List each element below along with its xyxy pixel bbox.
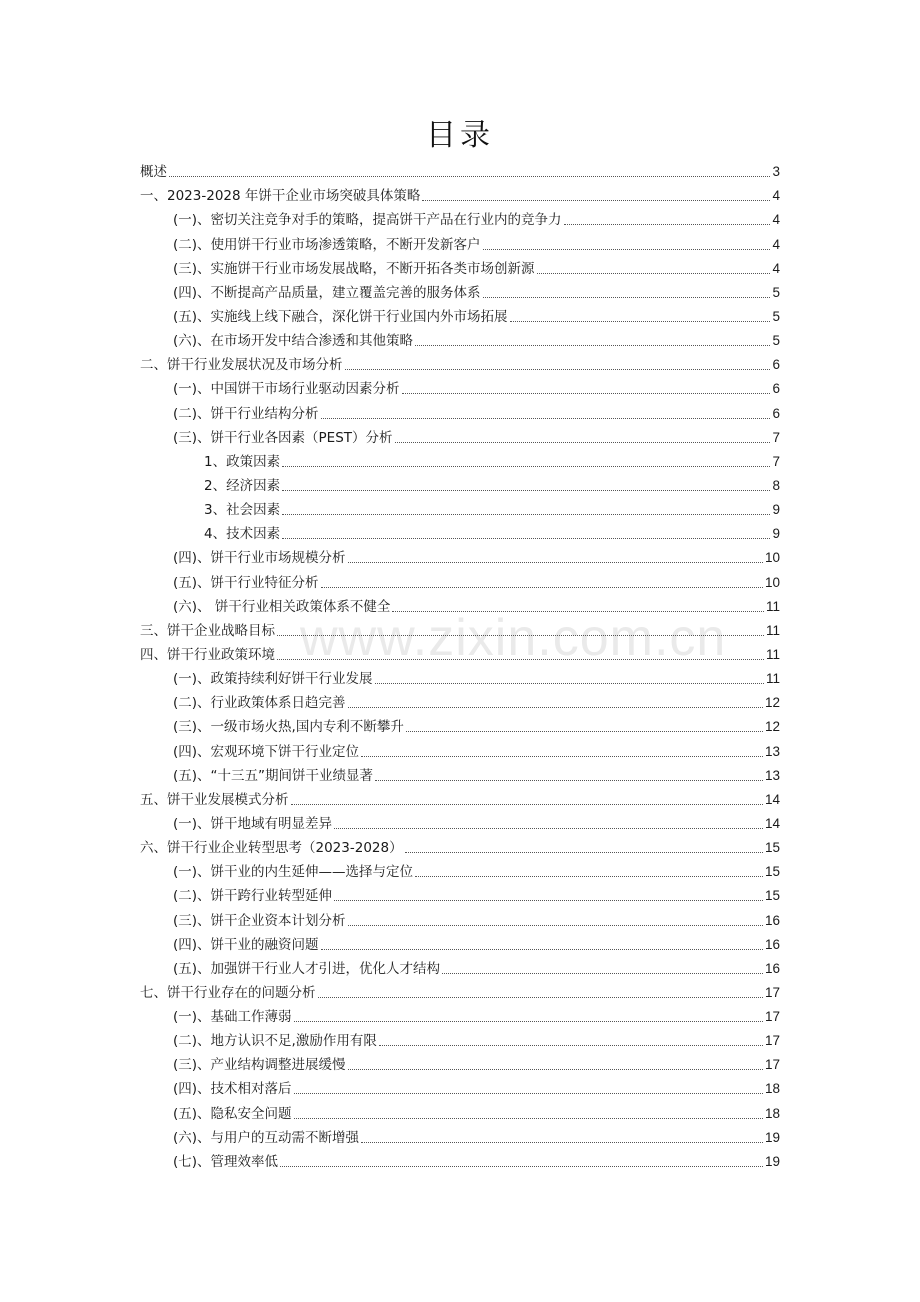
toc-entry-page-number: 14 xyxy=(764,791,780,807)
toc-entry-page-number: 12 xyxy=(764,695,780,711)
toc-entry-title: (一)、饼干地域有明显差异 xyxy=(173,815,333,832)
toc-entry[interactable] xyxy=(140,543,780,567)
toc-entry-page-number: 13 xyxy=(764,743,780,759)
toc-entry-page-number: 7 xyxy=(772,453,780,469)
toc-entry[interactable] xyxy=(140,374,780,398)
toc-dot-leader xyxy=(537,267,771,274)
toc-dot-leader xyxy=(321,412,771,419)
toc-entry-title: 四、饼干行业政策环境 xyxy=(140,646,275,663)
toc-entry-page-number: 4 xyxy=(772,236,780,252)
toc-entry[interactable] xyxy=(140,930,780,954)
toc-entry[interactable] xyxy=(140,954,780,978)
toc-entry-page-number: 18 xyxy=(764,1105,780,1121)
toc-dot-leader xyxy=(395,436,771,443)
toc-entry-title: (四)、饼干业的融资问题 xyxy=(173,936,319,953)
toc-entry-title: (六)、 饼干行业相关政策体系不健全 xyxy=(173,598,391,615)
toc-entry-page-number: 10 xyxy=(764,574,780,590)
toc-entry[interactable] xyxy=(140,1074,780,1098)
toc-entry-page-number: 4 xyxy=(772,188,780,204)
toc-dot-leader xyxy=(361,1136,763,1143)
toc-dot-leader xyxy=(392,605,764,612)
toc-dot-leader xyxy=(294,1087,763,1094)
toc-dot-leader xyxy=(282,460,770,467)
toc-entry-title: 4、技术因素 xyxy=(204,526,281,543)
toc-entry-page-number: 13 xyxy=(764,767,780,783)
toc-entry-page-number: 11 xyxy=(765,622,780,638)
toc-entry[interactable] xyxy=(140,447,780,471)
toc-entry[interactable] xyxy=(140,181,780,205)
toc-dot-leader xyxy=(318,991,763,998)
toc-entry-page-number: 7 xyxy=(772,429,780,445)
toc-dot-leader xyxy=(294,1015,763,1022)
toc-entry-page-number: 17 xyxy=(764,1057,780,1073)
toc-entry[interactable] xyxy=(140,1002,780,1026)
toc-entry-page-number: 6 xyxy=(772,405,780,421)
toc-entry-title: (二)、行业政策体系日趋完善 xyxy=(173,695,346,712)
toc-entry-title: (三)、一级市场火热,国内专利不断攀升 xyxy=(173,719,404,736)
toc-dot-leader xyxy=(510,315,771,322)
toc-entry-title: (四)、宏观环境下饼干行业定位 xyxy=(173,743,360,760)
toc-entry[interactable] xyxy=(140,905,780,929)
toc-entry[interactable] xyxy=(140,592,780,616)
toc-entry-title: (六)、与用户的互动需不断增强 xyxy=(173,1129,360,1146)
toc-entry[interactable] xyxy=(140,785,780,809)
toc-entry[interactable] xyxy=(140,688,780,712)
toc-dot-leader xyxy=(379,1039,763,1046)
toc-dot-leader xyxy=(169,170,770,177)
toc-entry-page-number: 11 xyxy=(765,598,780,614)
toc-entry-title: (五)、“十三五”期间饼干业绩显著 xyxy=(173,767,374,784)
toc-dot-leader xyxy=(483,243,771,250)
toc-dot-leader xyxy=(277,653,764,660)
toc-entry-page-number: 14 xyxy=(764,815,780,831)
toc-entry[interactable] xyxy=(140,833,780,857)
toc-entry-title: 二、饼干行业发展状况及市场分析 xyxy=(140,357,343,374)
toc-entry[interactable] xyxy=(140,205,780,229)
toc-entry[interactable] xyxy=(140,712,780,736)
toc-entry-title: 2、经济因素 xyxy=(204,477,281,494)
toc-entry[interactable] xyxy=(140,761,780,785)
toc-entry-page-number: 4 xyxy=(772,260,780,276)
toc-entry-title: 概述 xyxy=(140,164,167,181)
toc-dot-leader xyxy=(405,846,763,853)
toc-entry-page-number: 17 xyxy=(764,984,780,1000)
toc-entry-title: (一)、密切关注竞争对手的策略，提高饼干产品在行业内的竞争力 xyxy=(173,212,562,229)
toc-entry[interactable] xyxy=(140,423,780,447)
toc-dot-leader xyxy=(422,194,770,201)
toc-entry[interactable] xyxy=(140,350,780,374)
toc-entry[interactable] xyxy=(140,1050,780,1074)
watermark: www.zixin.com.cn xyxy=(300,609,727,667)
toc-entry[interactable] xyxy=(140,254,780,278)
toc-entry-page-number: 5 xyxy=(772,284,780,300)
toc-entry-title: (一)、中国饼干市场行业驱动因素分析 xyxy=(173,381,400,398)
toc-entry-title: (七)、管理效率低 xyxy=(173,1153,279,1170)
toc-entry[interactable] xyxy=(140,664,780,688)
toc-entry-page-number: 4 xyxy=(772,212,780,228)
toc-dot-leader xyxy=(334,822,763,829)
toc-entry-page-number: 16 xyxy=(764,936,780,952)
toc-entry[interactable] xyxy=(140,229,780,253)
toc-entry-page-number: 19 xyxy=(764,1153,780,1169)
toc-dot-leader xyxy=(321,581,763,588)
toc-entry-title: (一)、饼干业的内生延伸——选择与定位 xyxy=(173,864,414,881)
toc-entry[interactable] xyxy=(140,881,780,905)
toc-entry[interactable] xyxy=(140,736,780,760)
toc-entry[interactable] xyxy=(140,326,780,350)
toc-entry-title: (二)、使用饼干行业市场渗透策略，不断开发新客户 xyxy=(173,236,481,253)
toc-dot-leader xyxy=(442,967,763,974)
toc-entry-title: 3、社会因素 xyxy=(204,502,281,519)
toc-dot-leader xyxy=(282,484,770,491)
toc-entry-page-number: 5 xyxy=(772,333,780,349)
toc-entry[interactable] xyxy=(140,857,780,881)
toc-dot-leader xyxy=(564,218,771,225)
toc-dot-leader xyxy=(348,701,763,708)
toc-dot-leader xyxy=(345,363,771,370)
toc-dot-leader xyxy=(294,1112,763,1119)
toc-entry-page-number: 16 xyxy=(764,912,780,928)
toc-entry[interactable] xyxy=(140,616,780,640)
toc-entry-page-number: 3 xyxy=(772,164,780,180)
toc-dot-leader xyxy=(280,1160,763,1167)
toc-entry[interactable] xyxy=(140,640,780,664)
toc-entry-title: 六、饼干行业企业转型思考（2023-2028） xyxy=(140,840,403,857)
toc-entry-page-number: 19 xyxy=(764,1129,780,1145)
toc-dot-leader xyxy=(406,725,763,732)
toc-entry-page-number: 15 xyxy=(764,840,780,856)
toc-entry-page-number: 6 xyxy=(772,381,780,397)
toc-entry-page-number: 5 xyxy=(772,308,780,324)
toc-dot-leader xyxy=(348,1063,763,1070)
toc-dot-leader xyxy=(415,870,763,877)
toc-entry[interactable] xyxy=(140,809,780,833)
toc-entry[interactable] xyxy=(140,398,780,422)
toc-dot-leader xyxy=(415,339,770,346)
toc-entry[interactable] xyxy=(140,1123,780,1147)
toc-entry-page-number: 17 xyxy=(764,1033,780,1049)
toc-entry-page-number: 10 xyxy=(764,550,780,566)
toc-entry-title: 一、2023-2028 年饼干企业市场突破具体策略 xyxy=(140,188,421,205)
toc-entry-title: (一)、基础工作薄弱 xyxy=(173,1009,292,1026)
toc-entry-title: (三)、饼干企业资本计划分析 xyxy=(173,912,346,929)
toc-entry-title: 七、饼干行业存在的问题分析 xyxy=(140,984,316,1001)
toc-entry-page-number: 15 xyxy=(764,864,780,880)
toc-entry[interactable] xyxy=(140,471,780,495)
toc-entry-title: (五)、实施线上线下融合，深化饼干行业国内外市场拓展 xyxy=(173,308,508,325)
toc-entry-page-number: 11 xyxy=(765,646,780,662)
toc-entry-title: (三)、实施饼干行业市场发展战略，不断开拓各类市场创新源 xyxy=(173,260,535,277)
page-title: 目录 xyxy=(426,118,494,153)
toc-entry-page-number: 18 xyxy=(764,1081,780,1097)
toc-dot-leader xyxy=(277,629,764,636)
toc-entry-title: (三)、饼干行业各因素（PEST）分析 xyxy=(173,429,393,446)
toc-entry-title: (三)、产业结构调整进展缓慢 xyxy=(173,1057,346,1074)
toc-entry-title: (四)、技术相对落后 xyxy=(173,1081,292,1098)
toc-entry-page-number: 9 xyxy=(772,502,780,518)
toc-entry[interactable] xyxy=(140,1098,780,1122)
toc-entry-page-number: 6 xyxy=(772,357,780,373)
toc-entry-page-number: 11 xyxy=(765,671,780,687)
toc-dot-leader xyxy=(361,750,763,757)
toc-entry[interactable] xyxy=(140,1147,780,1171)
toc-entry-page-number: 8 xyxy=(772,477,780,493)
toc-entry-page-number: 16 xyxy=(764,960,780,976)
toc-entry-title: 三、饼干企业战略目标 xyxy=(140,622,275,639)
toc-entry-page-number: 9 xyxy=(772,526,780,542)
toc-entry-title: (五)、加强饼干行业人才引进，优化人才结构 xyxy=(173,960,441,977)
toc-entry-title: (二)、饼干跨行业转型延伸 xyxy=(173,888,333,905)
toc-dot-leader xyxy=(402,387,771,394)
toc-dot-leader xyxy=(375,774,763,781)
toc-dot-leader xyxy=(282,532,770,539)
toc-entry-page-number: 15 xyxy=(764,888,780,904)
toc-entry-title: (四)、饼干行业市场规模分析 xyxy=(173,550,346,567)
toc-dot-leader xyxy=(321,943,763,950)
toc-entry[interactable] xyxy=(140,157,780,181)
toc-entry[interactable] xyxy=(140,1026,780,1050)
toc-entry-page-number: 12 xyxy=(764,719,780,735)
toc-entry-title: (一)、政策持续利好饼干行业发展 xyxy=(173,671,373,688)
toc-dot-leader xyxy=(291,798,763,805)
toc-entry[interactable] xyxy=(140,978,780,1002)
toc-entry-title: 五、饼干业发展模式分析 xyxy=(140,791,289,808)
toc-entry-title: (二)、地方认识不足,激励作用有限 xyxy=(173,1033,377,1050)
toc-entry-title: (六)、在市场开发中结合渗透和其他策略 xyxy=(173,333,414,350)
toc-entry[interactable] xyxy=(140,519,780,543)
toc-entry[interactable] xyxy=(140,302,780,326)
toc-entry-page-number: 17 xyxy=(764,1009,780,1025)
toc-entry-title: (四)、不断提高产品质量，建立覆盖完善的服务体系 xyxy=(173,284,481,301)
toc-entry-title: 1、政策因素 xyxy=(204,453,281,470)
toc-entry-title: (五)、饼干行业特征分析 xyxy=(173,574,319,591)
toc-dot-leader xyxy=(334,894,763,901)
table-of-contents xyxy=(140,157,780,1171)
toc-entry[interactable] xyxy=(140,495,780,519)
toc-dot-leader xyxy=(348,919,763,926)
toc-entry[interactable] xyxy=(140,278,780,302)
toc-entry[interactable] xyxy=(140,567,780,591)
toc-dot-leader xyxy=(375,677,764,684)
toc-dot-leader xyxy=(348,556,763,563)
toc-entry-title: (五)、隐私安全问题 xyxy=(173,1105,292,1122)
toc-dot-leader xyxy=(282,508,770,515)
toc-dot-leader xyxy=(483,291,771,298)
toc-entry-title: (二)、饼干行业结构分析 xyxy=(173,405,319,422)
